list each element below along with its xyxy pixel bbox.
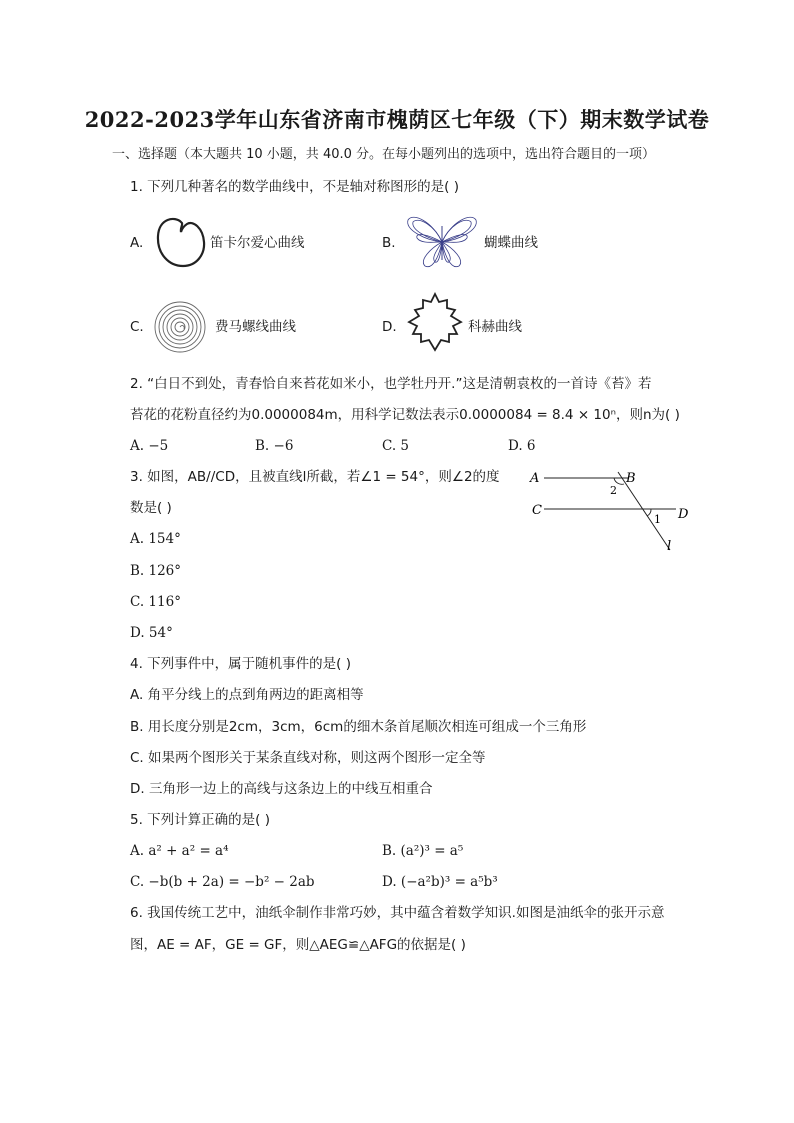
section-heading: 一、选择题（本大题共 10 小题，共 40.0 分。在每小题列出的选项中，选出符合题目的一项） (112, 147, 656, 162)
q2-option-a: A. −5 (130, 438, 169, 454)
page-title: 2022-2023学年山东省济南市槐荫区七年级（下）期末数学试卷 (84, 107, 710, 132)
cardioid-curve-icon (155, 214, 207, 270)
q1-option-b-label: 蝴蝶曲线 (484, 235, 538, 251)
q6-line1: 6. 我国传统工艺中，油纸伞制作非常巧妙，其中蕴含着数学知识.如图是油纸伞的张开示意 (130, 905, 665, 921)
q3-line2: 数是( ) (130, 500, 172, 516)
q3-line1: 3. 如图，AB//CD，且被直线l所截，若∠1 = 54°，则∠2的度 (130, 469, 500, 485)
q3-option-b: B. 126° (130, 563, 182, 579)
q2-option-c: C. 5 (382, 438, 410, 454)
q2-option-b: B. −6 (255, 438, 294, 454)
q1-option-c-label: 费马螺线曲线 (215, 319, 296, 335)
q1-option-d-label: 科赫曲线 (468, 319, 522, 335)
figure-angle-2: 2 (610, 484, 617, 497)
q2-line1: 2. “白日不到处，青春恰自来苔花如米小，也学牡丹开.”这是清朝袁枚的一首诗《苔》若 (130, 376, 652, 392)
q5-option-c: C. −b(b + 2a) = −b² − 2ab (130, 874, 315, 890)
q5-option-d: D. (−a²b)³ = a⁵b³ (382, 874, 498, 890)
q6-line2: 图，AE = AF，GE = GF，则△AEG≌△AFG的依据是( ) (130, 937, 466, 953)
q3-option-d: D. 54° (130, 625, 173, 641)
q3-option-c: C. 116° (130, 594, 181, 610)
q2-line2: 苔花的花粉直径约为0.0000084m，用科学记数法表示0.0000084 = 8.4 × 10ⁿ，则n为( ) (130, 407, 680, 423)
q4-option-a: A. 角平分线上的点到角两边的距离相等 (130, 687, 364, 703)
parallel-lines-figure (526, 466, 698, 556)
q5-stem: 5. 下列计算正确的是( ) (130, 812, 270, 828)
q1-option-b-letter: B. (382, 235, 396, 251)
fermat-spiral-icon (152, 300, 208, 354)
q1-option-c-letter: C. (130, 319, 144, 335)
figure-angle-1: 1 (654, 513, 661, 526)
q4-stem: 4. 下列事件中，属于随机事件的是( ) (130, 656, 351, 672)
q4-option-d: D. 三角形一边上的高线与这条边上的中线互相重合 (130, 781, 433, 797)
q1-stem: 1. 下列几种著名的数学曲线中，不是轴对称图形的是( ) (130, 179, 459, 195)
q1-option-a-letter: A. (130, 235, 144, 251)
q5-option-a: A. a² + a² = a⁴ (130, 843, 229, 859)
butterfly-curve-icon (405, 212, 479, 272)
figure-label-d: D (678, 507, 689, 522)
q4-option-c: C. 如果两个图形关于某条直线对称，则这两个图形一定全等 (130, 750, 486, 766)
figure-label-b: B (626, 471, 636, 486)
figure-label-c: C (532, 503, 542, 518)
q1-option-a-label: 笛卡尔爱心曲线 (210, 235, 305, 251)
figure-label-l: l (667, 539, 672, 554)
koch-snowflake-icon (405, 292, 465, 356)
q1-option-d-letter: D. (382, 319, 397, 335)
q2-option-d: D. 6 (508, 438, 536, 454)
q4-option-b: B. 用长度分别是2cm，3cm，6cm的细木条首尾顺次相连可组成一个三角形 (130, 719, 587, 735)
q5-option-b: B. (a²)³ = a⁵ (382, 843, 464, 859)
q3-option-a: A. 154° (130, 531, 181, 547)
figure-label-a: A (530, 471, 540, 486)
